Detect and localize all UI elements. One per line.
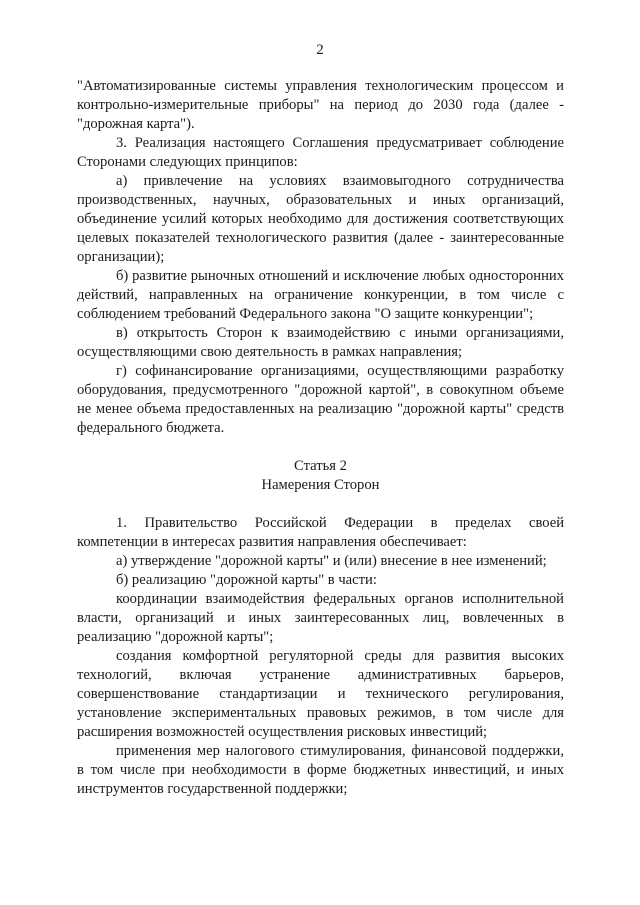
paragraph-principle-g: г) софинансирование организациями, осуществляющими разработку оборудования, предусмотренного "дорожной картой", в совокупном объеме не менее объема предоставленных на реализацию "дорожной карты" средств федерального бюджета. xyxy=(77,363,564,436)
page-number: 2 xyxy=(316,42,324,58)
paragraph-regulatory-environment: создания комфортной регуляторной среды для развития высоких технологий, включая устранение административных барьеров, совершенствование стандартизации и технического регулирования, установление экспериментальных правовых режимов, в том числе для расширения возможностей осуществления рисковых инвестиций; xyxy=(77,648,564,740)
paragraph-tax-incentives: применения мер налогового стимулирования, финансовой поддержки, в том числе при необходимости в форме бюджетных инвестиций, и иных инструментов государственной поддержки; xyxy=(77,743,564,797)
article-title: Намерения Сторон xyxy=(261,477,380,493)
article-heading xyxy=(77,457,564,495)
document-body xyxy=(77,77,564,799)
paragraph-principle-v: в) открытость Сторон к взаимодействию с иными организациями, осуществляющими свою деятельность в рамках направления; xyxy=(77,325,564,360)
paragraph-item-a: а) утверждение "дорожной карты" и (или) внесение в нее изменений; xyxy=(116,553,547,569)
paragraph-system-name: "Автоматизированные системы управления технологическим процессом и контрольно-измерительные приборы" на период до 2030 года (далее - "дорожная карта"). xyxy=(77,78,564,132)
paragraph-principles-intro: 3. Реализация настоящего Соглашения предусматривает соблюдение Сторонами следующих принципов: xyxy=(77,135,564,170)
paragraph-principle-b: б) развитие рыночных отношений и исключение любых односторонних действий, направленных на ограничение конкуренции, в том числе с соблюдением требований Федерального закона "О защите конкуренции"; xyxy=(77,268,564,322)
paragraph-principle-a: а) привлечение на условиях взаимовыгодного сотрудничества производственных, научных, образовательных и иных организаций, объединение усилий которых необходимо для достижения соответствующих целевых показателей технологического развития (далее - заинтересованные организации); xyxy=(77,173,564,265)
paragraph-coordination: координации взаимодействия федеральных органов исполнительной власти, организаций и иных заинтересованных лиц, вовлеченных в реализацию "дорожной карты"; xyxy=(77,591,564,645)
paragraph-item-b: б) реализацию "дорожной карты" в части: xyxy=(116,572,377,588)
article-number: Статья 2 xyxy=(294,458,347,474)
paragraph-government-obligations: 1. Правительство Российской Федерации в пределах своей компетенции в интересах развития направления обеспечивает: xyxy=(77,515,564,550)
